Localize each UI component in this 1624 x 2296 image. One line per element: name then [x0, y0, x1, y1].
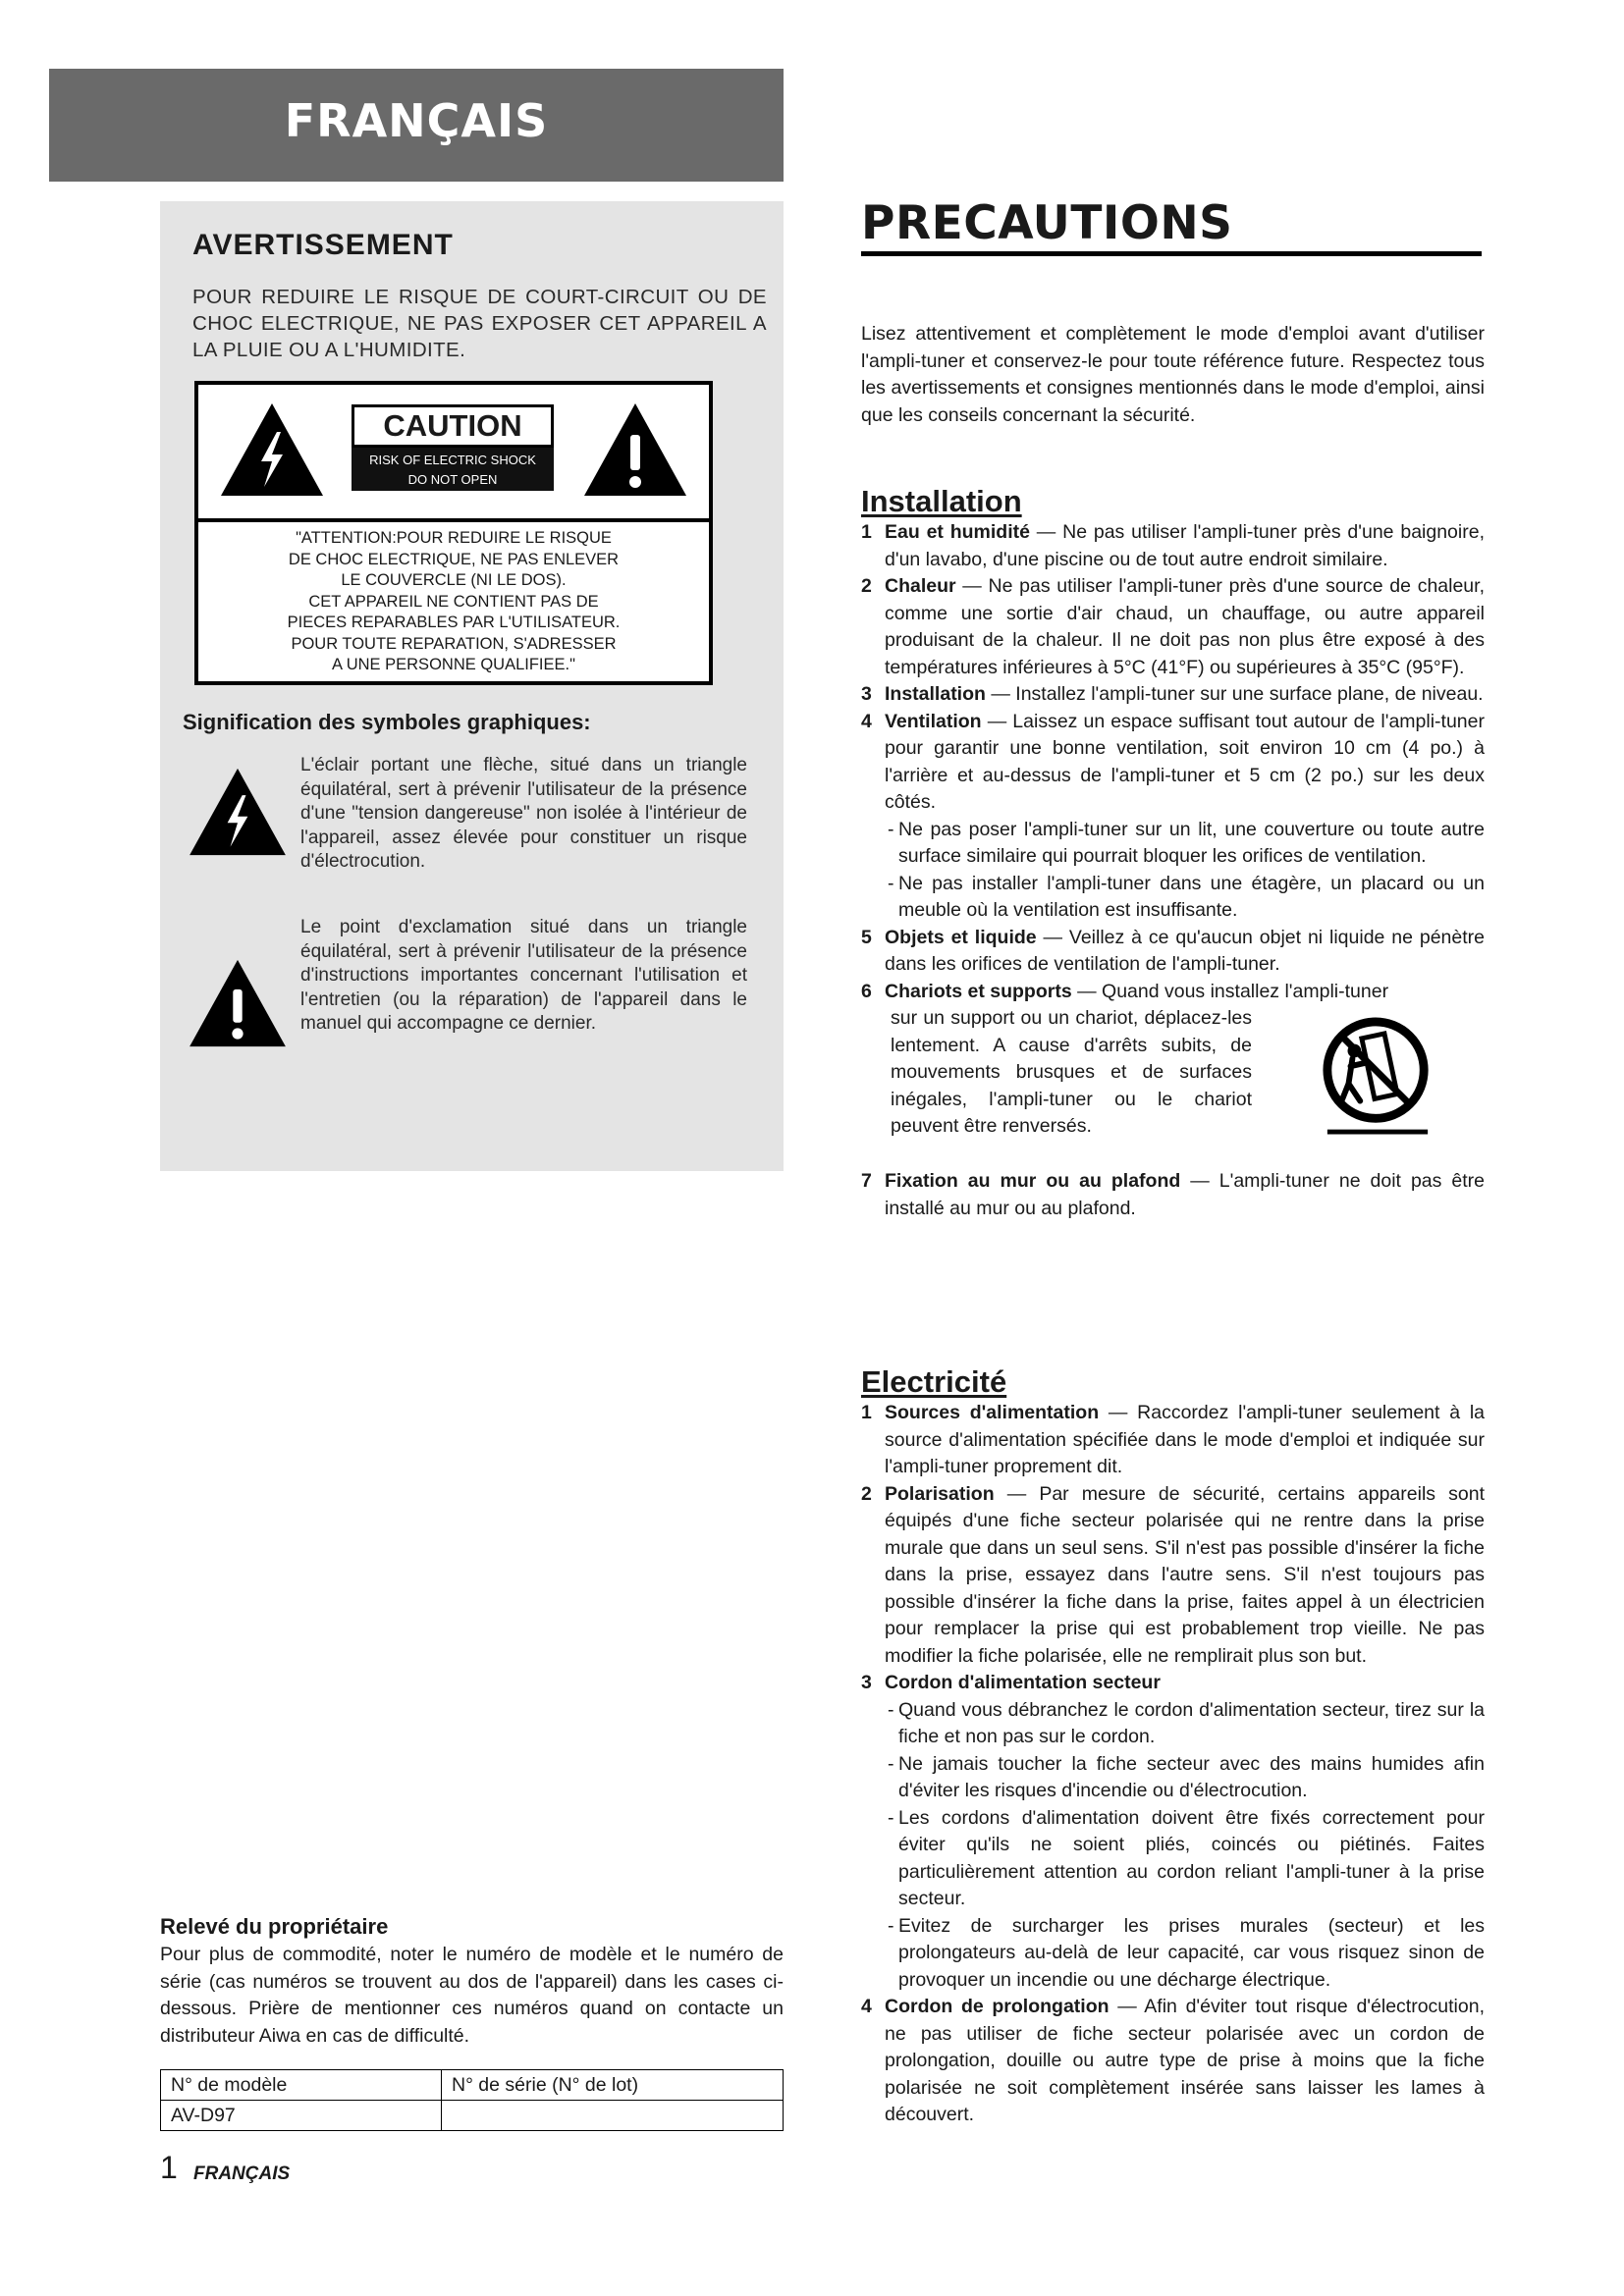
list-item: [861, 1168, 1485, 1222]
caution-symbol-row: [198, 385, 709, 522]
installation-heading: Installation: [861, 484, 1022, 518]
exclamation-symbol-text: Le point d'exclamation situé dans un triangle équilatéral, sert à prévenir l'utilisateur de la présence d'instructions importantes concernant l'utilisation et l'entretien (ou la réparation) de l'appareil dans le manuel qui accompagne ce dernier.: [300, 917, 747, 1034]
item-number: 2: [861, 575, 872, 597]
symbols-title: Signification des symboles graphiques:: [183, 710, 591, 734]
item-number: 4: [861, 1996, 872, 2017]
sub-item: - Quand vous débranchez le cordon d'alimentation secteur, tirez sur la fiche et non pas sur le cordon.: [888, 1698, 1485, 1747]
exclamation-warning-icon: [581, 400, 689, 499]
item-text: — Ne pas utiliser l'ampli-tuner près d'une source de chaleur, comme une sortie d'air chaud, un chauffage, ou autre appareil produisant de la chaleur. Il ne doit pas non plus être exposé à des températures inférieures à 5°C (41°F) ou supérieures à 35°C (95°F).: [885, 575, 1485, 678]
list-item: [861, 925, 1485, 979]
caution-word: CAUTION: [352, 404, 554, 448]
item-label: Installation: [885, 683, 986, 705]
installation-list: [861, 519, 1485, 1222]
item-label: Eau et humidité: [885, 521, 1030, 543]
sub-item: - Les cordons d'alimentation doivent être fixés correctement pour éviter qu'ils ne soient pliés, coincés ou piétinés. Faites particulièrement attention au cordon reliant l'ampli-tuner à la prise secteur.: [888, 1806, 1485, 1909]
caution-subtitle: [352, 448, 554, 491]
caution-line: LE COUVERCLE (NI LE DOS).: [341, 571, 567, 589]
item-label: Ventilation: [885, 710, 982, 732]
item-number: 1: [861, 521, 872, 543]
item-label: Fixation au mur ou au plafond: [885, 1170, 1181, 1192]
item-number: 3: [861, 683, 872, 705]
list-item: [861, 681, 1485, 709]
language-header: [49, 69, 784, 182]
warning-text: POUR REDUIRE LE RISQUE DE COURT-CIRCUIT OU DE CHOC ELECTRIQUE, NE PAS EXPOSER CET APPAREIL A LA PLUIE OU A L'HUMIDITE.: [192, 286, 767, 361]
sub-item: - Ne jamais toucher la fiche secteur avec des mains humides afin d'éviter les risques d'incendie ou d'électrocution.: [888, 1752, 1485, 1801]
model-value-cell: AV-D97: [161, 2101, 442, 2131]
caution-sub-line: RISK OF ELECTRIC SHOCK: [369, 453, 536, 467]
lightning-warning-icon: [218, 400, 326, 499]
warning-title: AVERTISSEMENT: [192, 229, 454, 261]
caution-badge: [352, 404, 554, 493]
item-text: — Laissez un espace suffisant tout autour de l'ampli-tuner pour garantir une bonne ventilation, soit environ 10 cm (4 po.) à l'arrière et au-dessus de l'ampli-tuner et 5 cm (2 po.) sur les deux côtés.: [885, 710, 1485, 813]
list-item: [861, 1994, 1485, 2129]
cart-text: sur un support ou un chariot, déplacez-les lentement. A cause d'arrêts subits, de mouvements brusques et de surfaces inégales, l'ampli-tuner ou le chariot peuvent être renversés.: [891, 1007, 1252, 1137]
list-item: [861, 519, 1485, 573]
list-item: [861, 709, 1485, 817]
sub-item: - Evitez de surcharger les prises murales (secteur) et les prolongateurs au-delà de leur capacité, car vous risquez sinon de provoquer un incendie ou une décharge électrique.: [888, 1914, 1485, 1991]
list-item: [861, 1400, 1485, 1481]
item-number: 5: [861, 926, 872, 948]
sub-item-text: Evitez de surcharger les prises murales (secteur) et les prolongateurs au-delà de leur capacité, car vous risquez sinon de provoquer un incendie ou une décharge électrique.: [898, 1914, 1485, 1991]
page-number: 1: [160, 2150, 178, 2185]
item-text: — Installez l'ampli-tuner sur une surface plane, de niveau.: [985, 683, 1484, 705]
item-number: 7: [861, 1170, 872, 1192]
item-text: — L'ampli-tuner ne doit pas être installé au mur ou au plafond.: [885, 1170, 1485, 1219]
serial-value-cell: [442, 2101, 784, 2131]
electricite-heading: Electricité: [861, 1364, 1007, 1399]
item-label: Objets et liquide: [885, 926, 1037, 948]
list-item: [861, 1670, 1485, 1697]
lightning-symbol-icon: [187, 766, 289, 858]
caution-label: [194, 381, 713, 685]
caution-line: A UNE PERSONNE QUALIFIEE.": [332, 656, 575, 673]
cart-warning-icon: [1320, 1013, 1435, 1141]
intro-paragraph: Lisez attentivement et complètement le mode d'emploi avant d'utiliser l'ampli-tuner et conservez-le pour toute référence future. Respectez tous les avertissements et consignes mentionnés dans le mode d'emploi, ainsi que les conseils concernant la sécurité.: [861, 323, 1485, 426]
cart-block: [861, 1005, 1485, 1168]
warning-panel: [160, 201, 784, 1171]
caution-line: PIECES REPARABLES PAR L'UTILISATEUR.: [287, 614, 621, 631]
sub-item-text: Ne pas poser l'ampli-tuner sur un lit, une couverture ou toute autre surface similaire qui pourrait bloquer les orifices de ventilation.: [898, 818, 1485, 867]
list-item: [861, 1481, 1485, 1671]
model-label-cell: N° de modèle: [161, 2070, 442, 2101]
item-text: — Ne pas utiliser l'ampli-tuner près d'une baignoire, d'un lavabo, d'une piscine ou de tout autre endroit similaire.: [885, 521, 1485, 570]
item-number: 1: [861, 1402, 872, 1423]
item-text: — Afin d'éviter tout risque d'électrocution, ne pas utiliser de fiche secteur polarisée avec un cordon de prolongation, douille ou autre type de prise à moins que la fiche polarisée ne soit complètement insérée sans laisser les lames à découvert.: [885, 1996, 1485, 2125]
item-text: — Raccordez l'ampli-tuner seulement à la source d'alimentation spécifiée dans le mode d'emploi et indiquée sur l'ampli-tuner proprement dit.: [885, 1402, 1485, 1477]
caution-sub-line: DO NOT OPEN: [407, 472, 498, 487]
list-item: [861, 573, 1485, 681]
electricite-list: [861, 1400, 1485, 2129]
language-title: FRANÇAIS: [284, 94, 549, 147]
item-number: 4: [861, 710, 872, 732]
caution-instructions: [198, 528, 709, 676]
item-label: Polarisation: [885, 1482, 995, 1505]
owner-record-title: Relevé du propriétaire: [160, 1914, 389, 1939]
item-text: — Par mesure de sécurité, certains appareils sont équipés d'une fiche secteur polarisée qui ne rentre dans la prise murale que dans un seul sens. S'il n'est pas possible d'insérer la fiche dans la prise, essayez dans l'autre sens. S'il n'est toujours pas possible d'insérer la fiche dans la prise, faites appel à un électricien pour remplacer la prise qui est probablement trop vieille. Ne pas modifier la fiche polarisée, elle ne remplirait plus son but.: [885, 1482, 1485, 1667]
sub-item-text: Ne jamais toucher la fiche secteur avec des mains humides afin d'éviter les risques d'incendie ou d'électrocution.: [898, 1752, 1485, 1801]
item-text: — Veillez à ce qu'aucun objet ni liquide ne pénètre dans les orifices de ventilation de l'ampli-tuner.: [885, 926, 1485, 975]
item-text: — Quand vous installez l'ampli-tuner: [1071, 980, 1389, 1002]
owner-record-text: Pour plus de commodité, noter le numéro de modèle et le numéro de série (cas numéros se trouvent au dos de l'appareil) dans les cases ci-dessous. Prière de mentionner ces numéros quand on contacte un distributeur Aiwa en cas de difficulté.: [160, 1944, 784, 2047]
sub-item-text: Les cordons d'alimentation doivent être fixés correctement pour éviter qu'ils ne soient pliés, coincés ou piétinés. Faites particulièrement attention au cordon reliant l'ampli-tuner à la prise secteur.: [898, 1806, 1485, 1909]
item-label: Cordon de prolongation: [885, 1996, 1110, 2017]
footer-language: FRANÇAIS: [193, 2163, 291, 2184]
item-label: Sources d'alimentation: [885, 1402, 1100, 1423]
owner-record-table: [160, 2069, 784, 2131]
serial-label-cell: N° de série (N° de lot): [442, 2070, 784, 2101]
caution-line: POUR TOUTE REPARATION, S'ADRESSER: [291, 634, 617, 653]
item-label: Chaleur: [885, 575, 956, 597]
page-title: PRECAUTIONS: [861, 196, 1233, 250]
item-number: 2: [861, 1482, 872, 1505]
table-row: [161, 2101, 784, 2131]
sub-item: - Ne pas poser l'ampli-tuner sur un lit, une couverture ou toute autre surface similaire qui pourrait bloquer les orifices de ventilation.: [888, 818, 1485, 867]
sub-item-text: Ne pas installer l'ampli-tuner dans une étagère, un placard ou un meuble où la ventilation est insuffisante.: [898, 872, 1485, 921]
item-label: Cordon d'alimentation secteur: [885, 1672, 1161, 1693]
sub-item: - Ne pas installer l'ampli-tuner dans une étagère, un placard ou un meuble où la ventilation est insuffisante.: [888, 872, 1485, 921]
item-label: Chariots et supports: [885, 980, 1072, 1002]
caution-line: "ATTENTION:POUR REDUIRE LE RISQUE: [296, 529, 612, 547]
table-row: [161, 2070, 784, 2101]
exclamation-symbol-icon: [187, 957, 289, 1049]
caution-line: CET APPAREIL NE CONTIENT PAS DE: [308, 592, 599, 611]
title-divider: [861, 251, 1482, 256]
list-item: [861, 979, 1485, 1006]
caution-line: DE CHOC ELECTRIQUE, NE PAS ENLEVER: [288, 550, 620, 568]
item-number: 6: [861, 980, 872, 1002]
item-number: 3: [861, 1672, 872, 1693]
lightning-symbol-text: L'éclair portant une flèche, situé dans un triangle équilatéral, sert à prévenir l'utilisateur de la présence d'une "tension dangereuse" non isolée à l'intérieur de l'appareil, assez élevée pour constituer un risque d'électrocution.: [300, 755, 747, 872]
sub-item-text: Quand vous débranchez le cordon d'alimentation secteur, tirez sur la fiche et non pas sur le cordon.: [898, 1698, 1485, 1747]
